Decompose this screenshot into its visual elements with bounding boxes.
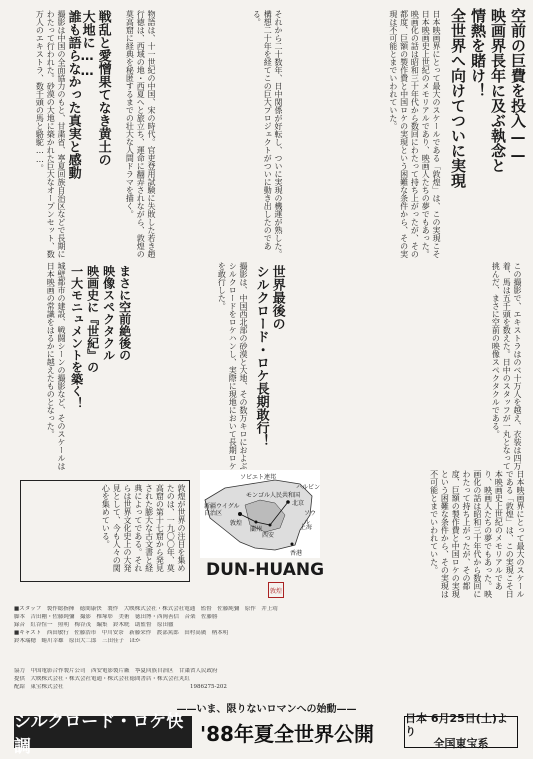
headline-3: 情熱を賭け！: [469, 8, 487, 98]
headline-14: 一大モニュメントを築く！: [69, 265, 84, 409]
map-panel: [200, 470, 320, 558]
credits-row: ■キャスト 西田敏行 佐藤浩市 中川安奈 新藤栄作 渡部篤郎 田村高廣 柄本明: [14, 629, 229, 636]
headline-13: 映画史に『世紀』の: [85, 265, 100, 373]
credits-row: 録音 紅谷愃一 照明 梅谷茂 編集 鈴木晄 助監督 原田徹: [14, 621, 174, 628]
body-column-1: 日本映画界にとって最大のスケールである「敦煌」は、この実現こそ日本映画史上世紀のメモリアルであり、映画人たちの夢でもあった。映画化の話は昭和三十年代から数回にわたって持ち上がったが、その都度、巨額の製作費と中国ロケの実現という困難な条件から、その実現は不可能とまでいわれていた。: [388, 10, 441, 258]
body-column-6: 撮影は、中国西北部の砂漠と大地、その数万キロにおよぶシルクロードをロケハンし、実際に現地において長期ロケを敢行した。: [217, 262, 248, 470]
body-column-4: 撮影は中国の全面協力のもと、甘粛省、寧夏回族自治区などで長期にわたって行われた。砂漠の大地に築かれた巨大なオープンセット、数万人のエキストラ、数千頭の馬と駱駝……。: [35, 10, 66, 258]
credits-row: 協力 中国電影合作製片公司 西安電影製片廠 寧夏回族自治区 甘粛省人民政府: [14, 668, 218, 674]
banner-shoot-status: シルクロード・ロケ快調: [14, 716, 192, 748]
map-label-seoul: ソウル: [304, 510, 317, 526]
release-line-2: 全国東宝系: [433, 737, 489, 751]
credits-row: 脚本 吉田剛・佐藤純彌 撮影 椎塚彰 美術 徳田博・西岡善信 音楽 佐藤勝: [14, 613, 218, 620]
headline-11: まさに空前絶後の: [117, 265, 132, 361]
tagline: ——いま、限りないロマンへの始動——: [176, 704, 357, 715]
map-label-xian: 西安: [262, 532, 275, 539]
headline-12: 映像スペクタクル: [101, 265, 116, 361]
map-label-xinjiang: 新疆ウイグル自治区: [204, 503, 240, 517]
headline-6: 大地に……: [79, 10, 95, 79]
map-title: DUN-HUANG: [206, 560, 325, 580]
credits-row: ■スタッフ 製作総指揮 徳間康快 製作 大映株式会社・株式会社電通 監督 佐藤純彌 原作 井上靖: [14, 606, 278, 612]
headline-2: 映画界長年に及ぶ執念と: [489, 8, 507, 173]
credits-block: [14, 606, 522, 666]
seal-stamp: 敦煌: [268, 582, 284, 598]
body-column-3: 物語は、十一世紀の中国、宋の時代。官吏登用試験に失敗した若き趙行徳は、西域の地・西夏へと旅立ち、運命に翻弄されながら、敦煌の莫高窟に経典を秘匿するまでの壮大な人間ドラマを描く。: [125, 10, 156, 258]
banner-worldwide-release: '88年夏全世界公開: [200, 721, 374, 746]
body-column-2: それから二十数年、日中関係が好転し、ついに実現の機運が熟した。構想二十年を経てこの巨大プロジェクトがついに動き出したのである。: [252, 10, 283, 258]
release-line-1: 日本 6月25日(土)より: [405, 712, 508, 738]
release-date-box: [404, 712, 518, 751]
map-label-harbin: ハルビン: [296, 484, 321, 491]
boxed-article: 敦煌が世界の注目を集めたのは、一九〇〇年、莫高窟の第十七窟から発見された膨大な古文書と経典によってである。それらは世界文化史上の大発見として、今も人々の関心を集めている。: [20, 480, 190, 582]
body-column-5: この撮影で、エキストラはのべ十万人を越え、衣装は四万着、馬は五千頭を数えた。日中のスタッフが一丸となって挑んだ、まさに空前の映像スペクタクルである。: [491, 262, 522, 470]
credits-row: 提供 大映株式会社・株式会社電通・株式会社徳間書店・株式会社丸紅: [14, 675, 191, 682]
map-label-beijing: 北京: [292, 500, 305, 507]
body-column-8: 日本映画界にとって最大のスケールである「敦煌」は、この実現こそ日本映画史上世紀のメモリアルであり、映画人たちの夢でもあった。映画化の話は昭和三十年代から数回にわたって持ち上がったが、その都度、巨額の製作費と中国ロケの実現という困難な条件から、その実現は不可能とまでいわれていた。: [429, 470, 525, 598]
headline-10: シルクロード・ロケ長期敢行！: [253, 265, 269, 447]
map-label-shanghai: 上海: [300, 524, 313, 531]
map-label-dunhuang: 敦煌: [230, 520, 243, 527]
credits-row: 配給 東宝株式会社 1986275-202: [14, 683, 227, 690]
headline-4: 全世界へ向けてついに実現: [449, 8, 467, 188]
map-label-hongkong: 香港: [290, 550, 303, 557]
body-column-7: 城壁都市の建設、戦闘シーンの撮影など、そのスケールは日本映画の常識をはるかに越えたものとなった。: [46, 262, 66, 470]
map-label-lanzhou: 蘭州: [250, 526, 263, 533]
map-label-ussr: ソビエト連邦: [240, 474, 277, 481]
headline-7: 誰も語らなかった真実と感動: [65, 10, 81, 179]
headline-9: 世界最後の: [269, 265, 285, 330]
credits-row: 鈴木瑞穂 蜷川幸雄 原田大二郎 三田佳子 ほか: [14, 637, 141, 644]
headline-1: 空前の巨費を投入——: [509, 8, 527, 164]
map-label-mongolia: モンゴル人民共和国: [246, 492, 301, 499]
headline-5: 戦乱と愛憎果てなき黄土の: [95, 10, 111, 166]
credits-footer: [14, 668, 522, 696]
